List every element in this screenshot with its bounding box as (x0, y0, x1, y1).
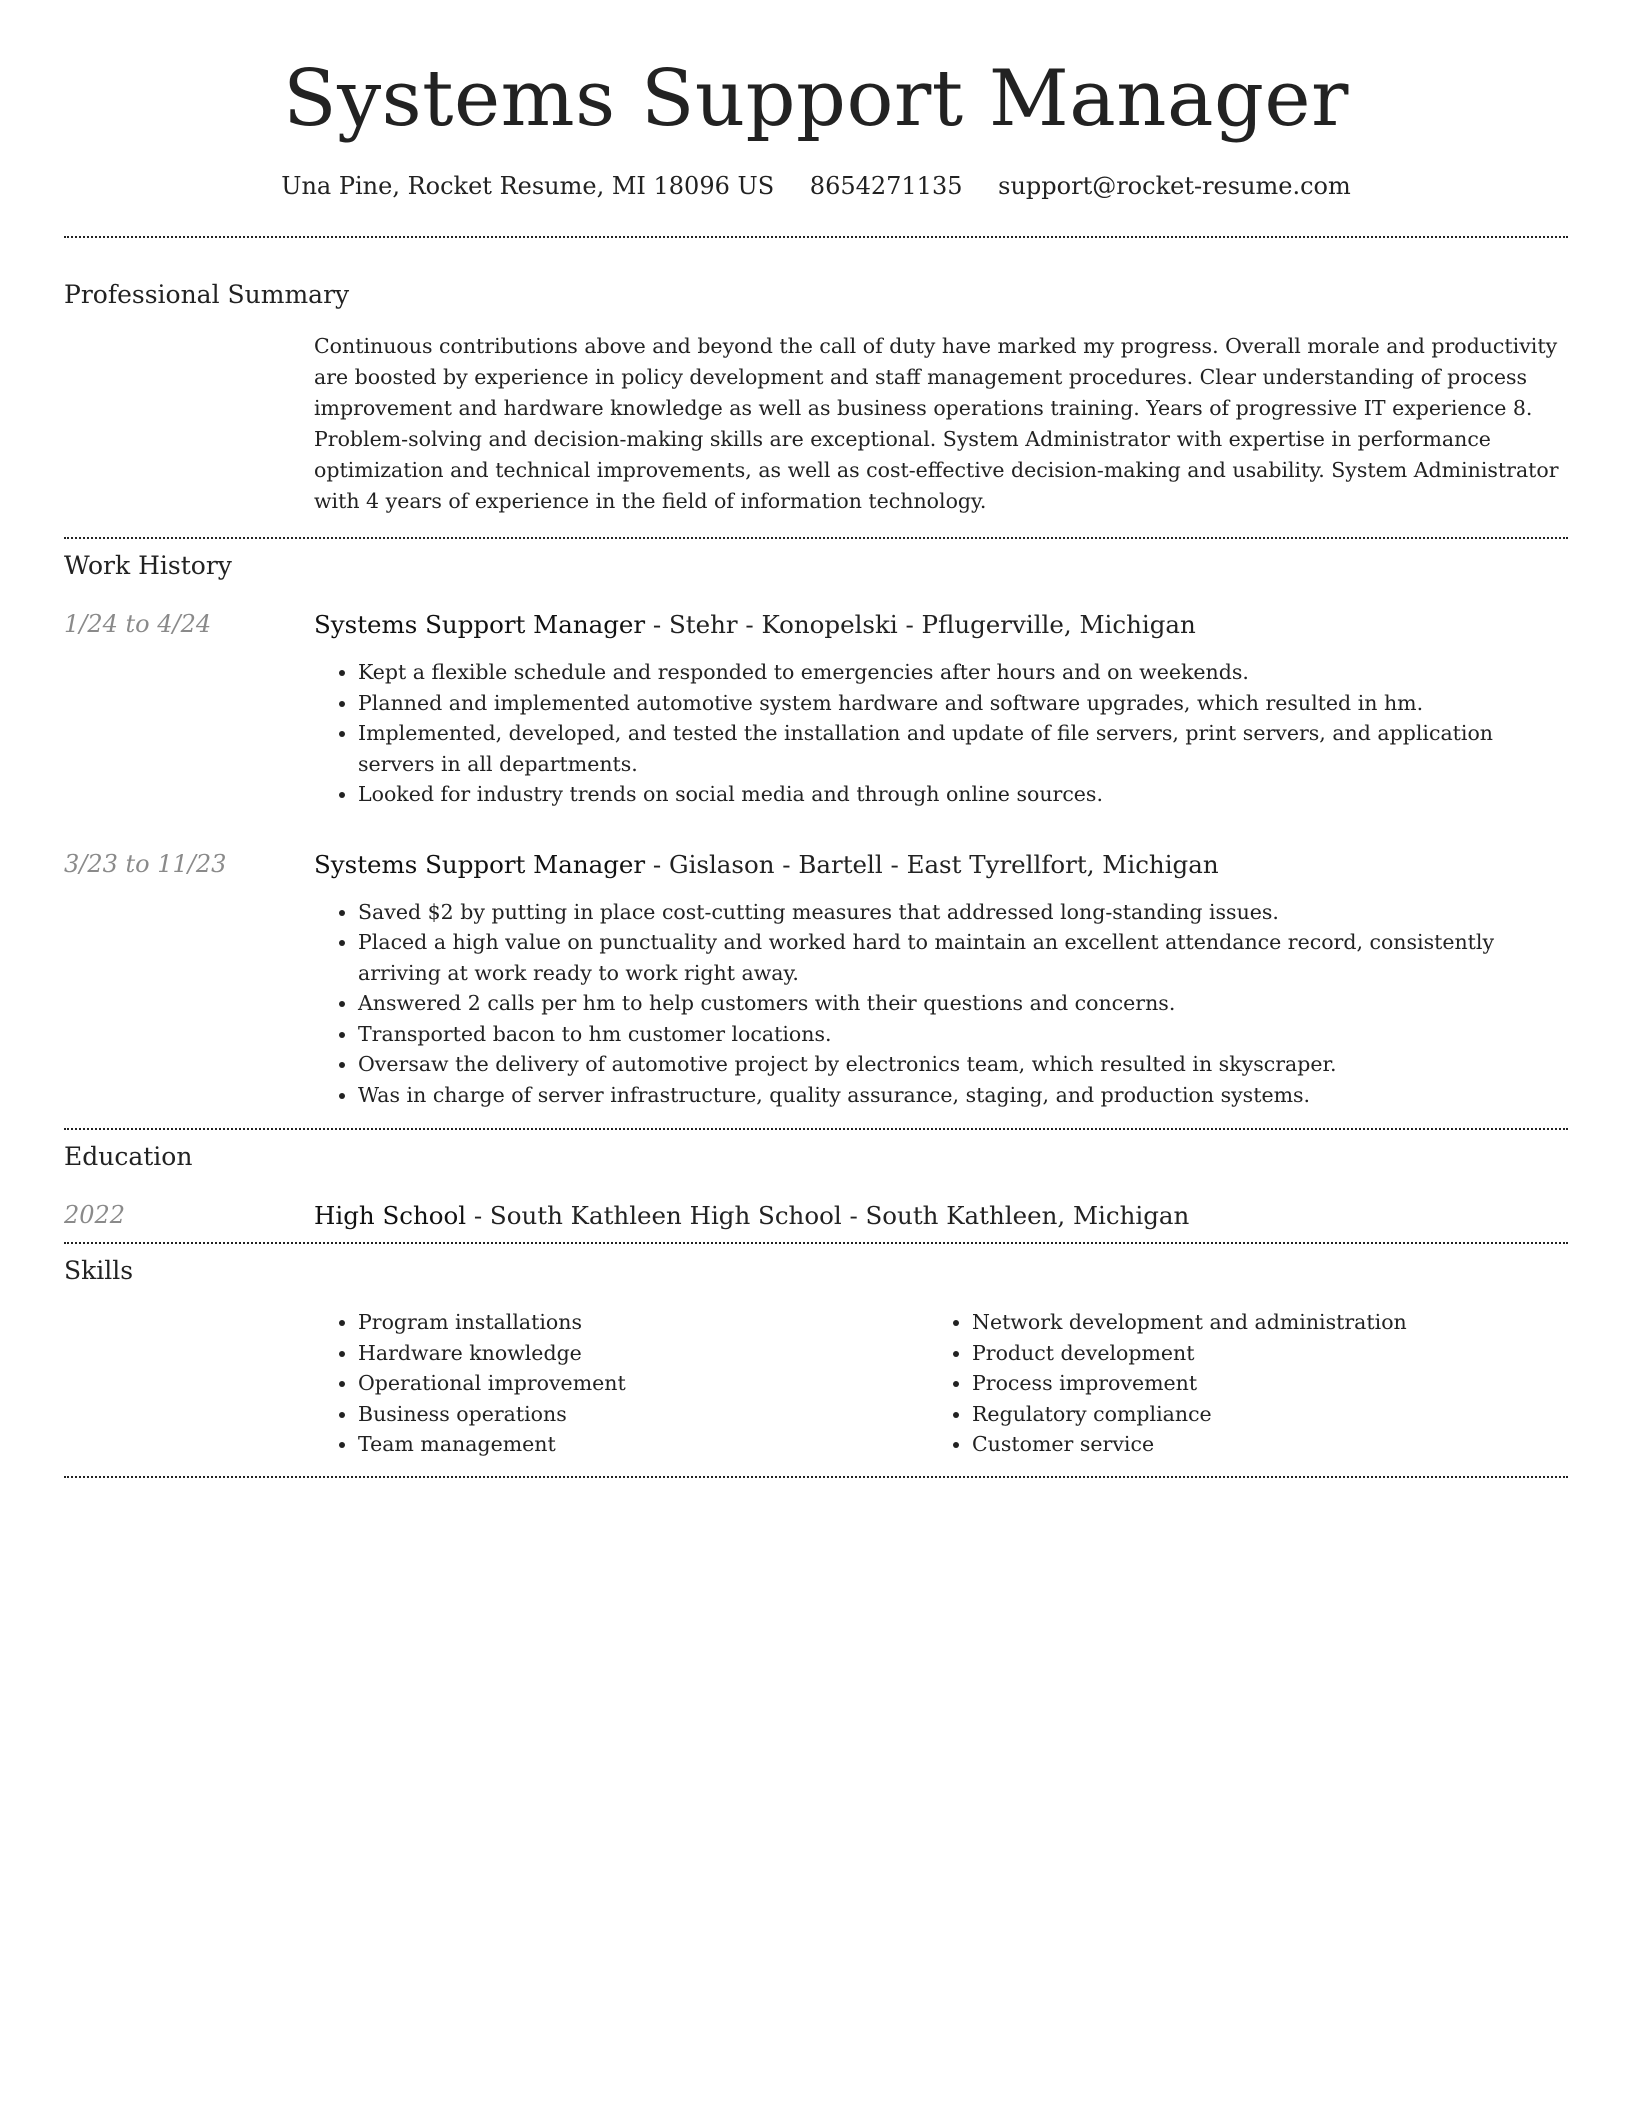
job-entry (64, 850, 1568, 1111)
list-item: • Was in charge of server infrastructure, quality assurance, staging, and production systems. (358, 1080, 1568, 1111)
skills-list-left (314, 1307, 928, 1460)
education-heading: Education (64, 1142, 193, 1171)
list-item: • Placed a high value on punctuality and worked hard to maintain an excellent attendance record, consistently arriving at work ready to work right away. (358, 927, 1568, 988)
list-item: • Looked for industry trends on social media and through online sources. (358, 779, 1568, 810)
summary-heading: Professional Summary (64, 280, 350, 309)
job-employer-location: - Gislason - Bartell - East Tyrellfort, Michigan (645, 849, 1219, 879)
job-dates: 3/23 to 11/23 (64, 849, 227, 878)
divider (64, 1476, 1568, 1478)
education-entry (64, 1201, 1568, 1230)
skill-item: • Regulatory compliance (972, 1399, 1542, 1430)
education-line (314, 1201, 1568, 1230)
list-item: • Saved $2 by putting in place cost-cutting measures that addressed long-standing issues. (358, 897, 1568, 928)
skills-columns (314, 1307, 1568, 1460)
skill-item: • Network development and administration (972, 1307, 1542, 1338)
contact-address: Una Pine, Rocket Resume, MI 18096 US (281, 172, 775, 200)
skill-item: • Process improvement (972, 1368, 1542, 1399)
work-history-heading: Work History (64, 551, 232, 580)
skill-item: • Customer service (972, 1429, 1542, 1460)
job-bullets (64, 897, 1568, 1111)
contact-phone: 8654271135 (809, 172, 963, 200)
skill-item: • Operational improvement (358, 1368, 928, 1399)
skill-item: • Product development (972, 1338, 1542, 1369)
skill-item: • Program installations (358, 1307, 928, 1338)
skills-heading: Skills (64, 1256, 134, 1285)
job-role: Systems Support Manager (314, 849, 646, 879)
work-history-section (64, 539, 1568, 1110)
list-item: • Planned and implemented automotive system hardware and software upgrades, which resulted in hm. (358, 688, 1568, 719)
job-role: Systems Support Manager (314, 610, 646, 639)
skill-item: • Business operations (358, 1399, 928, 1430)
list-item: • Implemented, developed, and tested the installation and update of file servers, print servers, and application servers in all departments. (358, 718, 1568, 779)
skills-section (64, 1244, 1568, 1460)
skill-item: • Hardware knowledge (358, 1338, 928, 1369)
summary-text: Continuous contributions above and beyond the call of duty have marked my progress. Overall morale and productivity are boosted by experience in policy development and staff management procedures. Clear understanding of process improvement and hardware knowledge as well as business operations training. Years of progressive IT experience 8. Problem-solving and decision-making skills are exceptional. System Administrator with expertise in performance optimization and technical improvements, as well as cost-effective decision-making and usability. System Administrator with 4 years of experience in the field of information technology. (314, 334, 1559, 513)
job-bullets (64, 657, 1568, 810)
summary-section (64, 238, 1568, 517)
contact-line (64, 172, 1568, 200)
skill-item: • Team management (358, 1429, 928, 1460)
list-item: • Transported bacon to hm customer locations. (358, 1019, 1568, 1050)
list-item: • Answered 2 calls per hm to help customers with their questions and concerns. (358, 988, 1568, 1019)
list-item: • Oversaw the delivery of automotive project by electronics team, which resulted in skyscraper. (358, 1049, 1568, 1080)
education-degree: High School (314, 1201, 467, 1230)
list-item: • Kept a flexible schedule and responded to emergencies after hours and on weekends. (358, 657, 1568, 688)
job-dates: 1/24 to 4/24 (64, 610, 212, 638)
job-title-line (314, 850, 1568, 879)
contact-email: support@rocket-resume.com (998, 172, 1351, 200)
education-section (64, 1130, 1568, 1230)
job-employer-location: - Stehr - Konopelski - Pflugerville, Michigan (645, 610, 1196, 639)
skills-list-right (928, 1307, 1542, 1460)
job-entry (64, 610, 1568, 810)
resume-name-title: Systems Support Manager (283, 54, 1349, 144)
job-title-line (314, 610, 1568, 639)
education-year: 2022 (64, 1201, 126, 1229)
education-school-location: - South Kathleen High School - South Kathleen, Michigan (466, 1201, 1190, 1230)
